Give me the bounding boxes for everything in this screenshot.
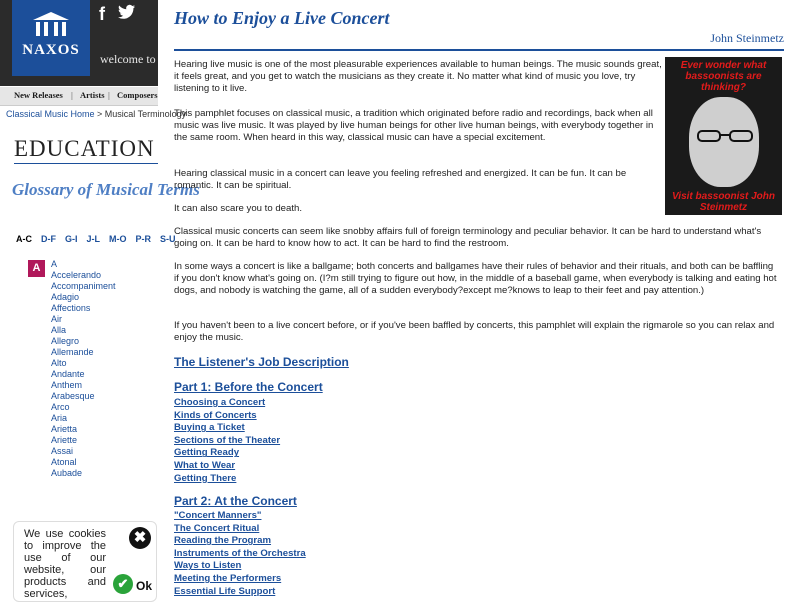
- nav-separator: |: [108, 90, 110, 100]
- part2-link[interactable]: Essential Life Support: [174, 585, 276, 597]
- glossary-term[interactable]: Adagio: [51, 292, 80, 302]
- nav-new-releases[interactable]: New Releases: [14, 90, 63, 100]
- breadcrumb-current: Musical Terminology: [104, 109, 187, 119]
- part1-link[interactable]: Buying a Ticket: [174, 422, 245, 434]
- part2-link[interactable]: Reading the Program: [174, 535, 272, 547]
- left-sidebar: [0, 0, 200, 600]
- checkmark-icon[interactable]: ✔: [113, 574, 133, 594]
- cookie-ok-button[interactable]: Ok: [136, 579, 153, 593]
- part1-link[interactable]: Getting There: [174, 472, 237, 484]
- page-title: How to Enjoy a Live Concert: [174, 8, 390, 28]
- part1-link[interactable]: What to Wear: [174, 459, 236, 471]
- alphabet-tabs: [16, 229, 185, 247]
- tab-p-r[interactable]: P-R: [135, 234, 151, 244]
- glossary-term[interactable]: Allemande: [51, 347, 94, 357]
- part2-link[interactable]: "Concert Manners": [174, 510, 262, 521]
- glossary-term[interactable]: Alto: [51, 358, 67, 368]
- nav-separator: |: [71, 90, 73, 100]
- logo-building-icon: [31, 10, 71, 40]
- part1-heading[interactable]: Part 1: Before the Concert: [174, 380, 323, 394]
- cookie-message: We use cookies to improve the use of our website, our products and services,: [24, 528, 106, 600]
- welcome-text: welcome to: [100, 52, 156, 66]
- glossary-term[interactable]: Accelerando: [51, 270, 102, 280]
- glossary-term[interactable]: Air: [51, 314, 62, 324]
- title-divider: [174, 49, 784, 51]
- cookie-consent-panel: [13, 521, 157, 602]
- nav-artists[interactable]: Artists: [80, 90, 105, 100]
- close-icon[interactable]: ✖: [129, 527, 151, 549]
- promo-caption-top: Ever wonder what bassoonists are thinking?: [680, 60, 767, 93]
- tab-d-f[interactable]: D-F: [41, 234, 56, 244]
- logo-text: NAXOS: [22, 42, 80, 58]
- paragraph-refreshed: Hearing classical music in a concert can leave you feeling refreshed and energized. It can be fun. It can be romantic. It can be spiritual.: [174, 168, 627, 191]
- breadcrumb-separator: >: [94, 109, 105, 119]
- part2-link[interactable]: Instruments of the Orchestra: [174, 547, 306, 559]
- part1-link[interactable]: Choosing a Concert: [174, 397, 266, 408]
- glossary-title: Glossary of Musical Terms: [12, 180, 200, 199]
- glossary-term[interactable]: Andante: [51, 369, 85, 379]
- twitter-icon[interactable]: [118, 4, 136, 24]
- part1-link[interactable]: Getting Ready: [174, 447, 240, 459]
- glossary-term[interactable]: Assai: [51, 446, 74, 456]
- tab-g-i[interactable]: G-I: [65, 234, 78, 244]
- paragraph-baffled: If you haven't been to a live concert before, or if you've been baffled by concerts, this pamphlet will explain the rigmarole so you can relax and enjoy the music.: [174, 320, 775, 343]
- part2-link[interactable]: The Concert Ritual: [174, 522, 260, 534]
- bassoonist-promo-image[interactable]: [665, 57, 782, 215]
- glossary-term[interactable]: Allegro: [51, 336, 80, 346]
- part1-link-list: [174, 397, 280, 485]
- paragraph-intro: Hearing live music is one of the most pleasurable experiences available to human beings. The music sounds great, it feels great, and you get to watch the musicians as they create it. No matter what kind of music you love, try listening to it live.: [174, 59, 662, 94]
- breadcrumb-home-link[interactable]: Classical Music Home: [6, 109, 95, 119]
- part2-link[interactable]: Meeting the Performers: [174, 572, 282, 584]
- part2-link-list: [174, 510, 306, 598]
- glossary-term[interactable]: A: [51, 259, 58, 269]
- glossary-term[interactable]: Alla: [51, 325, 67, 335]
- glossary-term[interactable]: Affections: [51, 303, 91, 313]
- breadcrumb: [6, 109, 186, 119]
- glossary-term-list: [51, 259, 116, 479]
- education-heading: EDUCATION: [14, 136, 155, 161]
- heading-divider: [14, 163, 158, 164]
- facebook-icon[interactable]: f: [99, 4, 105, 24]
- top-nav: [0, 86, 158, 106]
- glossary-term[interactable]: Arabesque: [51, 391, 95, 401]
- paragraph-ballgame: In some ways a concert is like a ballgame; both concerts and ballgames have their rules of behavior and their rituals, and both can be baffling if you don't know what's going on. (I?m still trying to figure out how, in the middle of a baseball game, when everybody is talking and eating hot dogs, and nobody is watching the game, all of a sudden everybody?except me?knows to leap to their feet and pay attention.): [174, 261, 777, 296]
- part2-link[interactable]: Ways to Listen: [174, 560, 242, 572]
- tab-m-o[interactable]: M-O: [109, 234, 127, 244]
- glossary-term[interactable]: Atonal: [51, 457, 77, 467]
- glossary-term[interactable]: Aria: [51, 413, 68, 423]
- glossary-term[interactable]: Arco: [51, 402, 70, 412]
- tab-j-l[interactable]: J-L: [86, 234, 100, 244]
- part1-link[interactable]: Sections of the Theater: [174, 434, 281, 446]
- glossary-term[interactable]: Accompaniment: [51, 281, 116, 291]
- article-content: [174, 0, 784, 600]
- tab-a-c[interactable]: A-C: [16, 234, 32, 244]
- paragraph-snobby: Classical music concerts can seem like snobby affairs full of foreign terminology and peculiar behavior. It can be hard to understand what's going on. It can be hard to know how to act. It can be hard to find the restroom.: [174, 226, 762, 249]
- job-description-link[interactable]: The Listener's Job Description: [174, 355, 349, 369]
- glossary-term[interactable]: Arietta: [51, 424, 78, 434]
- tab-s-u[interactable]: S-U: [160, 234, 176, 244]
- glossary-term[interactable]: Aubade: [51, 468, 83, 478]
- glasses-icon: [695, 129, 755, 143]
- part2-heading[interactable]: Part 2: At the Concert: [174, 494, 297, 508]
- part1-link[interactable]: Kinds of Concerts: [174, 409, 257, 421]
- site-header-bar: [0, 0, 158, 86]
- author-name: John Steinmetz: [710, 31, 784, 45]
- promo-caption-bottom: Visit bassoonist John Steinmetz: [672, 191, 775, 213]
- glossary-term[interactable]: Ariette: [51, 435, 78, 445]
- paragraph-scare: It can also scare you to death.: [174, 203, 302, 214]
- nav-composers[interactable]: Composers: [117, 90, 158, 100]
- glossary-term[interactable]: Anthem: [51, 380, 83, 390]
- naxos-logo[interactable]: [12, 0, 90, 76]
- letter-badge: A: [28, 260, 45, 277]
- paragraph-focus: This pamphlet focuses on classical music, a tradition which originated before radio and recordings, back when all music was live music. It was played by live human beings for other live human beings, with everybody together in the same room. When heard in this way, classical music can have a special excitement.: [174, 108, 654, 143]
